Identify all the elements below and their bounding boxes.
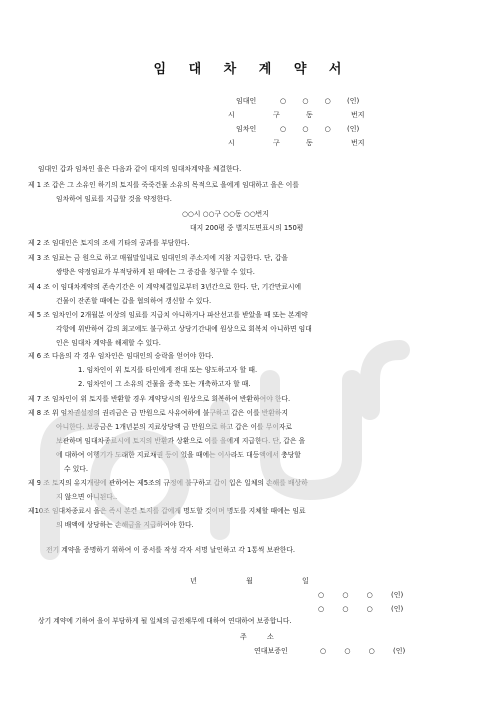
address-label: 주 소: [240, 633, 274, 641]
article-5-line-3: 인은 임대차 계약을 해제할 수 있다.: [56, 339, 161, 347]
article-6-item-2: 2. 임차인이 그 소유의 건물을 증축 또는 개축하고자 할 때.: [78, 380, 251, 388]
landlord-address-city: 시 구: [228, 111, 280, 119]
date-month: 월: [246, 577, 253, 585]
article-1-land: 대지 200평 중 별지도면표시의 150평: [190, 224, 304, 232]
article-4-line-2: 건물이 잔존할 때에는 갑을 협의하여 갱신할 수 있다.: [56, 297, 212, 305]
tenant-address-city: 시 구: [228, 139, 280, 147]
date-year: 년: [190, 577, 197, 585]
article-2: 제 2 조 임대인은 토지의 조세 기타의 공과를 부담한다.: [28, 239, 190, 247]
article-4-line-1: 제 4 조 이 임대차계약의 존속기간은 이 계약체결일로부터 3년간으로 한다. 단, 기간만료시에: [28, 283, 302, 291]
guarantor-name: ○ ○ ○ (인): [320, 647, 406, 655]
guarantor-label: 연대보증인: [254, 647, 288, 655]
document-title: 임 대 차 계 약 서: [153, 62, 351, 77]
tenant-address-dong: 동 번지: [306, 139, 365, 147]
tenant-name: ○ ○ ○ (인): [280, 125, 360, 133]
signature-1: ○ ○ ○ (인): [318, 591, 404, 599]
article-5-line-1: 제 5 조 임차인이 2개월분 이상의 임료를 지급치 아니하거나 파산선고를 받았을 때 또는 본계약: [28, 311, 308, 319]
article-8-line-4: 에 대하여 이행기가 도래한 지료채권 등이 있을 때에는 이사라도 대등액에서 충당할: [56, 451, 301, 459]
article-7: 제 7 조 임차인이 위 토지를 반환할 경우 계약당시의 원상으로 회복하여 반환하여야 한다.: [28, 395, 291, 403]
closing-text: 전기 계약을 증명하기 위하여 이 증서를 작성 각자 서명 날인하고 각 1통씩 보관한다.: [46, 546, 296, 554]
article-10-line-2: 의 배액에 상당하는 손해금을 지급하여야 한다.: [56, 521, 194, 529]
date-day: 일: [302, 577, 309, 585]
article-8-line-5: 수 있다.: [64, 465, 89, 473]
guarantee-text: 상기 계약에 기하여 을이 부담하게 될 일체의 금전채무에 대하여 연대하여 보증합니다.: [38, 617, 292, 625]
article-3-line-1: 제 3 조 임료는 금 원으로 하고 매월말일내로 임대인의 주소지에 지참 지급한다. 단, 갑을: [28, 254, 288, 262]
article-8-line-3: 보관하며 임대차종료시에 토지의 반환과 상환으로 이를 을에게 지급한다. 단, 갑은 을: [56, 437, 306, 445]
landlord-label: 임대인: [236, 97, 257, 105]
article-9-line-1: 제 9 조 토지의 유지개량에 관하여는 제5조의 규정에 불구하고 갑이 입은 일체의 손해를 배상하: [28, 479, 308, 487]
article-1-line-1: 제 1 조 갑은 그 소유인 하기의 토지를 죽죽건물 소유의 목적으로 을에게 임대하고 을은 이를: [28, 181, 299, 189]
intro-text: 임대인 갑과 임차인 을은 다음과 같이 대지의 임대차계약을 체결한다.: [38, 165, 242, 173]
landlord-address-dong: 동 번지: [306, 111, 365, 119]
tenant-label: 임차인: [236, 125, 257, 133]
article-3-line-2: 쌍방은 약정임료가 부적당하게 된 때에는 그 증감을 청구할 수 있다.: [56, 268, 255, 276]
article-8-line-1: 제 8 조 위 임차권설정의 권리금은 금 만원으로 사유여하에 불구하고 갑은 이를 반환하지: [28, 409, 289, 417]
landlord-name: ○ ○ ○ (인): [280, 97, 360, 105]
article-10-line-1: 제10조 임대차종료시 을은 즉시 본건 토지를 갑에게 명도할 것이며 명도를 지체할 때에는 임료: [28, 507, 306, 515]
article-8-line-2: 아니한다. 보증금은 1개년분의 지료상당액 금 만원으로 하고 갑은 이를 무이자로: [56, 423, 293, 431]
article-1-address: ○○시 ○○구 ○○동 ○○번지: [182, 210, 269, 218]
article-6-line-1: 제 6 조 다음의 각 경우 임차인은 임대인의 승락을 얻어야 한다.: [28, 352, 214, 360]
article-9-line-2: 지 않으면 아니된다..: [56, 493, 118, 501]
article-5-line-2: 각항에 위반하여 갑의 최고에도 불구하고 상당기간내에 원상으로 회복치 아니하면 임대: [56, 325, 312, 333]
signature-2: ○ ○ ○ (인): [318, 605, 404, 613]
article-6-item-1: 1. 임차인이 위 토지를 타인에게 전대 또는 양도하고자 할 때.: [78, 366, 258, 374]
article-1-line-2: 임차하여 임료를 지급할 것을 약정한다.: [56, 195, 172, 203]
